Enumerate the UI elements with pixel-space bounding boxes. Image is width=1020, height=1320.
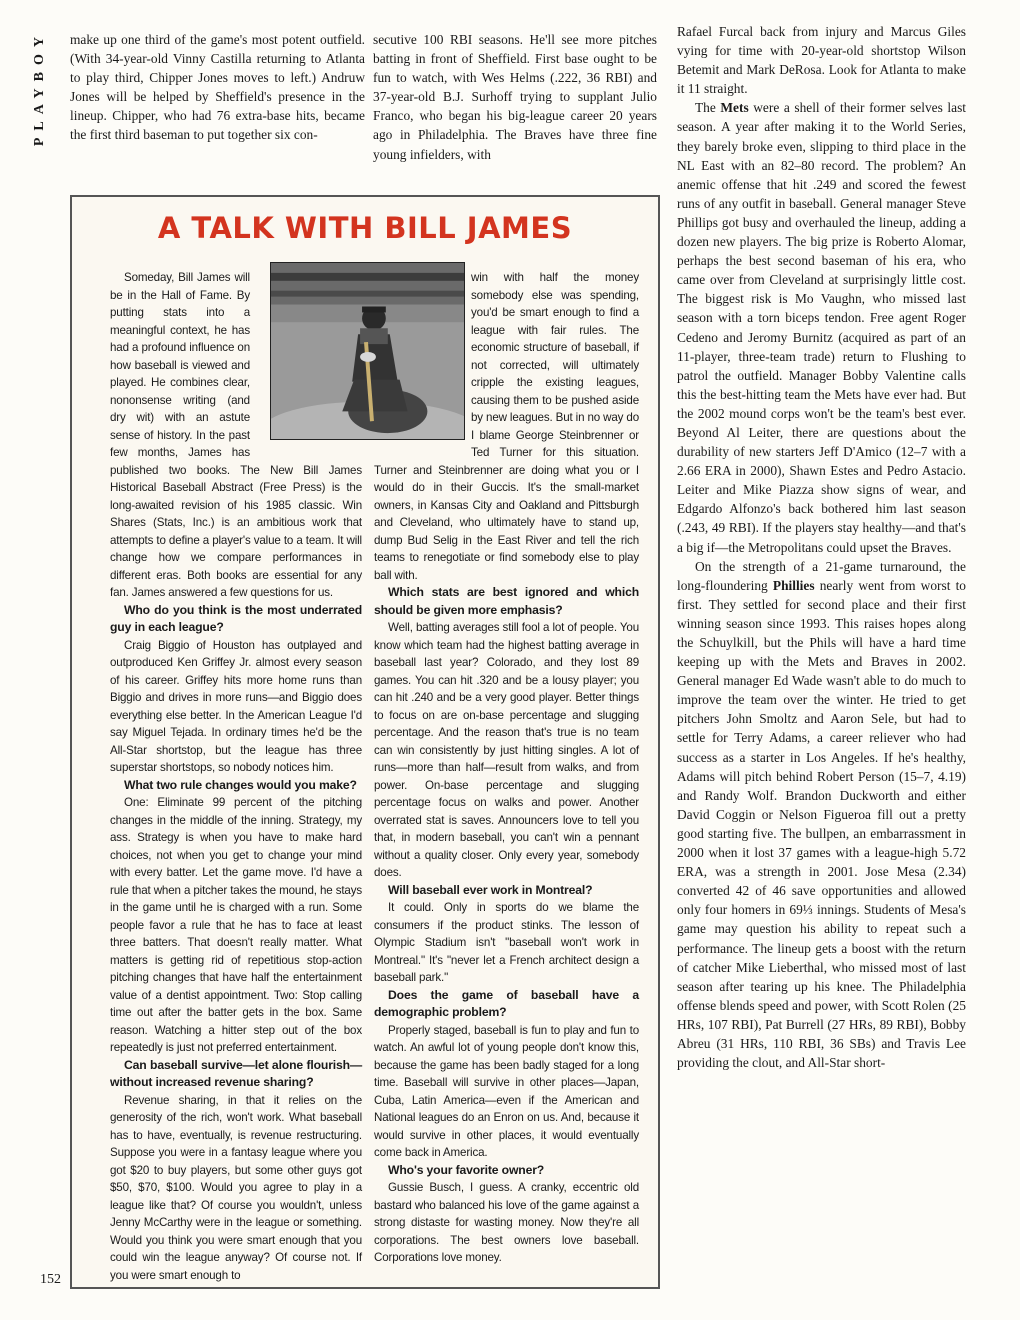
- answer: Craig Biggio of Houston has outplayed and outproduced Ken Griffey Jr. almost every season of his career. Griffey hits more home runs than Biggio and drives in more runs—and Biggio does everything else better. In the American League I'd say Miguel Tejada. In ordinary times he'd be the All-Star shortstop, but the league has three superstar shortstops, so nobody notices him.: [110, 638, 362, 774]
- text: On the strength of a 21-game turnaround, the long-floundering: [677, 558, 966, 593]
- answer: Gussie Busch, I guess. A cranky, eccentric old bastard who balanced his love of the game against a strong distaste for wasting money. Now they're all corporations. The best owners love baseball. Corporations love money.: [374, 1181, 639, 1264]
- answer: It could. Only in sports do we blame the consumers if the product stinks. The lesson of Olympic Stadium isn't "baseball won't work in Montreal." It's "never let a French architect design a baseball park.": [374, 901, 639, 984]
- intro-text: Someday, Bill James will be in the Hall of Fame. By putting stats into a meaningful context, he has had a profound influence on how baseball is viewed and played. He combines clear, nononsense writing (and dry wit) with an astute sense of history. In the past few months, James has published two books. The New Bill James Historical Baseball Abstract (Free Press) is the long-awaited revision of his 1985 classic. Win Shares (Stats, Inc.) is an ambitious work that attempts to define a player's value to a team. It will change how we compare performances in different eras. Both books are essential for any fan. James answered a few questions for us.: [110, 271, 362, 599]
- answer: Well, batting averages still fool a lot of people. You know which team had the highest batting average in baseball last year? Colorado, and they lost 89 games. You can hit .320 and be a lousy player; you can hit .240 and be a very good player. Better things to focus on are on-base percentage and slugging percentage. And the reason that's true is no team can win consistently by just hitting singles. A lot of runs—more than half—result from walks, and from power. On-base percentage and slugging percentage focus on walks and power. Another overrated stat is saves. Announcers love to tell you that, in modern baseball, you can't win a pennant without a quality closer. Only every year, somebody does.: [374, 621, 639, 879]
- photo-spacer: [250, 269, 362, 447]
- team-name-phillies: Phillies: [772, 577, 815, 593]
- text: were a shell of their former selves last season. A year after making it to the World Series, they barely broke even, slipping to third place in the NL East with an 82–80 record. The problem? An anemic offense that hit .249 and scored the fewest runs of any outfit in baseball. General manager Steve Phillips got busy and overhauled the lineup, adding a dozen new players. The big prize is Roberto Alomar, perhaps the best second baseman of his era, who came over from Cleveland at surprisingly little cost. The biggest risk is Mo Vaughn, who missed last season with a torn biceps tendon. Free agent Roger Cedeno and Jeromy Burnitz (acquired as part of an 11-player, three-team trade) return to Flushing to patrol the outfield. Manager Bobby Valentine calls this the best-hitting team the Mets have ever had. But the 2002 mound corps won't be the team's best ever. Beyond Al Leiter, there are questions about the durability of new starters Jeff D'Amico (12–7 with a 2.66 ERA in 2000), Shawn Estes and Pedro Astacio. Leiter and Mike Piazza show signs of wear, and Edgardo Alfonzo's back bothered him last season (.243, 49 RBI). If the players stay healthy—and that's a big if—the Metropolitans could upset the Braves.: [677, 100, 966, 555]
- question: Can baseball survive—let alone flourish—without increased revenue sharing?: [110, 1057, 362, 1089]
- article-top-column-1: [70, 30, 365, 145]
- question: Who's your favorite owner?: [388, 1162, 545, 1177]
- question: Who do you think is the most underrated guy in each league?: [110, 602, 362, 634]
- article-right-column: [677, 22, 966, 1312]
- paragraph-mets: [677, 98, 966, 556]
- article-text: secutive 100 RBI seasons. He'll see more pitches batting in front of Sheffield. First base ought to be fun to watch, with Wes Helms (.222, 36 RBI) and 37-year-old B.J. Surhoff trying to supplant Julio Franco, who began his big-league career 20 years ago in Philadelphia. The Braves have three fine young infielders, with: [373, 32, 657, 162]
- article-top-column-2: [373, 30, 657, 164]
- page-number: 152: [40, 1272, 61, 1287]
- sidebar-interview-box: [70, 195, 660, 1289]
- sidebar-column-left: [110, 269, 362, 1284]
- sidebar-title: A TALK WITH BILL JAMES: [157, 211, 573, 245]
- magazine-logo: [28, 30, 52, 200]
- question: Which stats are best ignored and which should be given more emphasis?: [374, 585, 639, 617]
- sidebar-column-right: [374, 269, 639, 1267]
- question: Will baseball ever work in Montreal?: [388, 882, 593, 897]
- paragraph-braves-end: Rafael Furcal back from injury and Marcus Giles vying for time with 20-year-old shortstop Wilson Betemit and Mark DeRosa. Look for Atlanta to make it 11 straight.: [677, 24, 966, 97]
- question: What two rule changes would you make?: [124, 777, 357, 792]
- article-text: make up one third of the game's most potent outfield. (With 34-year-old Vinny Castilla returning to Atlanta to play third, Chipper Jones moves to left.) Andruw Jones will be helped by Sheffield's presence in the lineup. Chipper, who had 76 extra-base hits, became the first third baseman to put together six con-: [70, 32, 365, 143]
- answer: Revenue sharing, in that it relies on the generosity of the rich, won't work. What baseball has to have, eventually, is revenue restructuring. Suppose you were in a fantasy league where you got $20 to buy players, but some other guys got $50, $70, $100. Would you agree to play in a league like that? Of course you wouldn't, unless Jenny McCarthy were in the league or something. Would you think you were smart enough that you could win the league anyway? Of course not. If you were smart enough to: [110, 1093, 362, 1282]
- question: Does the game of baseball have a demographic problem?: [374, 987, 639, 1019]
- photo-spacer: [374, 269, 471, 447]
- answer: One: Eliminate 99 percent of the pitching changes in the middle of the inning. Strategy, my ass. Strategy is when you have to make hard choices, not when you get to change your mind with every batter. Let the game move. I'd have a rule that when a pitcher takes the mound, he stays in the game until he is charged with a run. Some people favor a rule that he has to face at least three batters. That doesn't really matter. What matters is getting rid of repetitious stop-action pitching changes that have half the entertainment value of a dentist appointment. Two: Stop calling time out after the batter gets in the box. Same reason. Watching a hitter step out of the box repeatedly is just not preferred entertainment.: [110, 796, 362, 1054]
- text: The: [695, 100, 721, 116]
- magazine-name: PLAYBOY: [32, 30, 47, 147]
- paragraph-phillies: [677, 557, 966, 1073]
- team-name-mets: Mets: [720, 100, 749, 116]
- answer-continued: win with half the money somebody else was spending, you'd be smart enough to find a league with fair rules. The economic structure of baseball, if not corrected, will ultimately cripple the existing leagues, causing them to be pushed aside by new leagues. But in no way do I blame George Steinbrenner or Ted Turner for this situation. Turner and Steinbrenner are doing what you or I would do in their Guccis. It's the small-market owners, in Kansas City and Oakland and Pittsburgh and Cleveland, who ultimately have to stand up, dump Bud Selig in the East River and tell the rich teams to renegotiate or find somebody else to play ball with.: [374, 271, 639, 582]
- text: nearly went from worst to first. They settled for second place and their first winning season since 1993. This raises hopes along the Schuylkill, but the Phils will have a hard time keeping up with the Mets and Braves in 2002. General manager Ed Wade wasn't able to do much to improve the team over the winter. He tried to get pitchers John Smoltz and Aaron Sele, but had to settle for Terry Adams, a career reliever who had success as a starter in Los Angeles. If he's healthy, Adams will pitch behind Robert Person (15–7, 4.19) and Randy Wolf. Brandon Duckworth and either David Coggin or Nelson Figueroa fill out a pretty good starting five. The bullpen, an embarrassment in 2000 when it lost 37 games with a league-high 5.72 ERA, was a strength in 2001. Jose Mesa (2.34) converted 42 of 46 save opportunities and allowed only four homers in 69⅓ innings. Students of Mesa's game may question his ability to repeat such a performance. The lineup gets a boost with the return of catcher Mike Lieberthal, who missed most of last season after tearing up his knee. The Philadelphia offense blends speed and power, with Scott Rolen (25 HRs, 107 RBI), Pat Burrell (27 HRs, 89 RBI), Bobby Abreu (31 HRs, 110 RBI, 36 SBs) and Travis Lee providing the clout, and All-Star short-: [677, 577, 966, 1071]
- answer: Properly staged, baseball is fun to play and fun to watch. An awful lot of young people don't know this, because the game has been badly staged for a long time. Baseball will survive in other places—Japan, Cuba, Latin America—even if the American and National leagues do an Enron on us. And, because it would survive in other places, it would eventually come back in America.: [374, 1023, 639, 1159]
